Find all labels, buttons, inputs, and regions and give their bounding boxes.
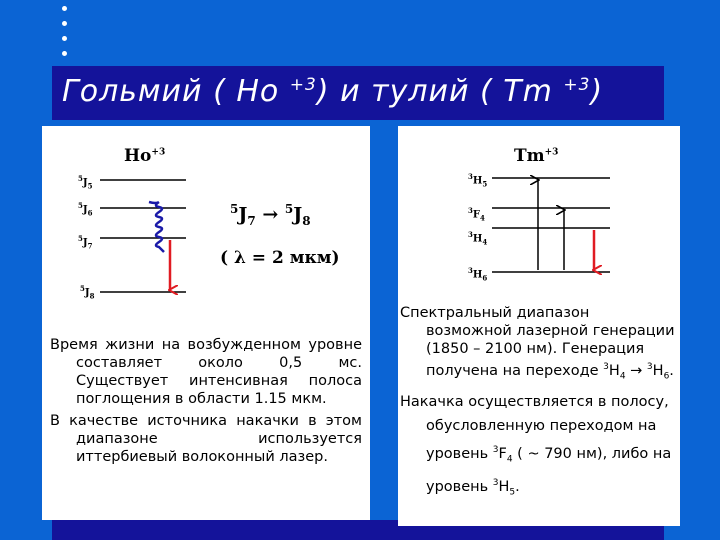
thulium-description xyxy=(400,304,676,509)
transition-to-j: 8 xyxy=(302,214,311,229)
dot xyxy=(62,36,67,41)
holmium-description xyxy=(50,336,362,470)
thulium-paragraph-spectrum xyxy=(400,304,676,386)
level2-j: 5 xyxy=(509,488,516,499)
to-j: 6 xyxy=(663,371,670,382)
paragraph-end: . xyxy=(669,362,674,379)
level-term: F xyxy=(472,209,480,221)
thulium-paragraph-pump xyxy=(400,390,676,505)
level-mult: 3 xyxy=(468,172,473,181)
level-mult: 5 xyxy=(78,234,83,243)
wavelength-label: ( λ = 2 мкм) xyxy=(220,248,340,268)
level-label-5j6 xyxy=(78,201,92,217)
level1-j: 4 xyxy=(506,454,513,465)
level-j: 5 xyxy=(87,181,93,191)
level-label-5j7 xyxy=(78,234,92,250)
title-prefix: Гольмий ( Ho xyxy=(62,74,290,109)
transition-from-mult: 5 xyxy=(230,202,239,216)
level-j: 5 xyxy=(482,179,488,189)
level-j: 6 xyxy=(87,208,93,218)
level2-mult: 3 xyxy=(492,478,499,489)
level-label-5j8 xyxy=(80,284,94,300)
paragraph-end: . xyxy=(515,479,520,496)
tm-ion-charge: +3 xyxy=(544,147,559,158)
level2-term: H xyxy=(498,479,510,496)
level-term: H xyxy=(472,269,483,281)
transition-from-term: J xyxy=(238,203,248,226)
from-mult: 3 xyxy=(603,362,609,372)
from-term: H xyxy=(608,362,620,379)
from-j: 4 xyxy=(619,371,626,382)
level-term: J xyxy=(84,287,90,299)
level-j: 4 xyxy=(482,237,488,247)
level1-term: F xyxy=(498,445,507,462)
holmium-paragraph-pump: В качестве источника накачки в этом диапазоне используется иттербиевый волоконный лазер. xyxy=(50,413,362,465)
dot xyxy=(62,51,67,56)
level-j: 4 xyxy=(479,213,485,223)
dot xyxy=(62,21,67,26)
level-term: J xyxy=(82,204,88,216)
decorative-dots xyxy=(62,6,74,66)
level-label-3f4 xyxy=(468,206,485,222)
level-term: J xyxy=(82,177,88,189)
level-mult: 5 xyxy=(78,201,83,210)
transition-from-j: 7 xyxy=(247,214,256,229)
transition-arrow: → xyxy=(262,203,279,226)
title-ho-charge: +3 xyxy=(289,75,317,95)
thulium-paragraph-pump-middle: ( ~ 790 нм), либо на уровень xyxy=(426,445,672,496)
to-term: H xyxy=(652,362,664,379)
thulium-paragraph-pump-text: Накачка осуществляется в полосу, обусловленную переходом на уровень xyxy=(400,393,669,462)
transition-formula xyxy=(230,202,311,228)
tm-ion-label xyxy=(514,146,558,166)
tm-ion-symbol: Tm xyxy=(514,146,545,166)
level-j: 7 xyxy=(87,241,93,251)
slide-title xyxy=(62,74,603,109)
level-label-3h5 xyxy=(468,172,487,188)
level-label-3h6 xyxy=(468,266,487,282)
level-j: 6 xyxy=(482,273,488,283)
ho-ion-charge: +3 xyxy=(151,147,166,158)
level-mult: 3 xyxy=(468,206,473,215)
ho-ion-label xyxy=(124,146,165,166)
level-mult: 3 xyxy=(468,266,473,275)
dot xyxy=(62,6,67,11)
transition-to-mult: 5 xyxy=(284,202,294,216)
level-term: H xyxy=(472,175,483,187)
thulium-paragraph-spectrum-text: Спектральный диапазон возможной лазерной генерации (1850 – 2100 нм). Генерация получена на переходе xyxy=(400,305,675,379)
level-term: H xyxy=(472,233,483,245)
level-label-5j5 xyxy=(78,174,92,190)
level-label-3h4 xyxy=(468,230,487,246)
holmium-paragraph-lifetime: Время жизни на возбужденном уровне составляет около 0,5 мс. Существует интенсивная полоса поглощения в области 1.15 мкм. xyxy=(50,337,362,407)
holmium-panel xyxy=(42,126,370,520)
title-tm-charge: +3 xyxy=(563,75,591,95)
level1-mult: 3 xyxy=(492,444,499,455)
thulium-panel xyxy=(398,126,680,526)
ho-ion-symbol: Ho xyxy=(124,146,152,166)
transition-arrow: → xyxy=(625,362,647,379)
title-middle: ) и тулий ( Tm xyxy=(316,74,564,109)
relaxation-wave xyxy=(149,202,164,252)
level-j: 8 xyxy=(89,291,95,301)
to-mult: 3 xyxy=(646,362,653,372)
level-mult: 5 xyxy=(80,284,85,293)
level-mult: 5 xyxy=(78,174,83,183)
level-mult: 3 xyxy=(468,230,473,239)
level-term: J xyxy=(82,237,88,249)
transition-to-term: J xyxy=(293,203,303,226)
title-suffix: ) xyxy=(590,74,604,109)
